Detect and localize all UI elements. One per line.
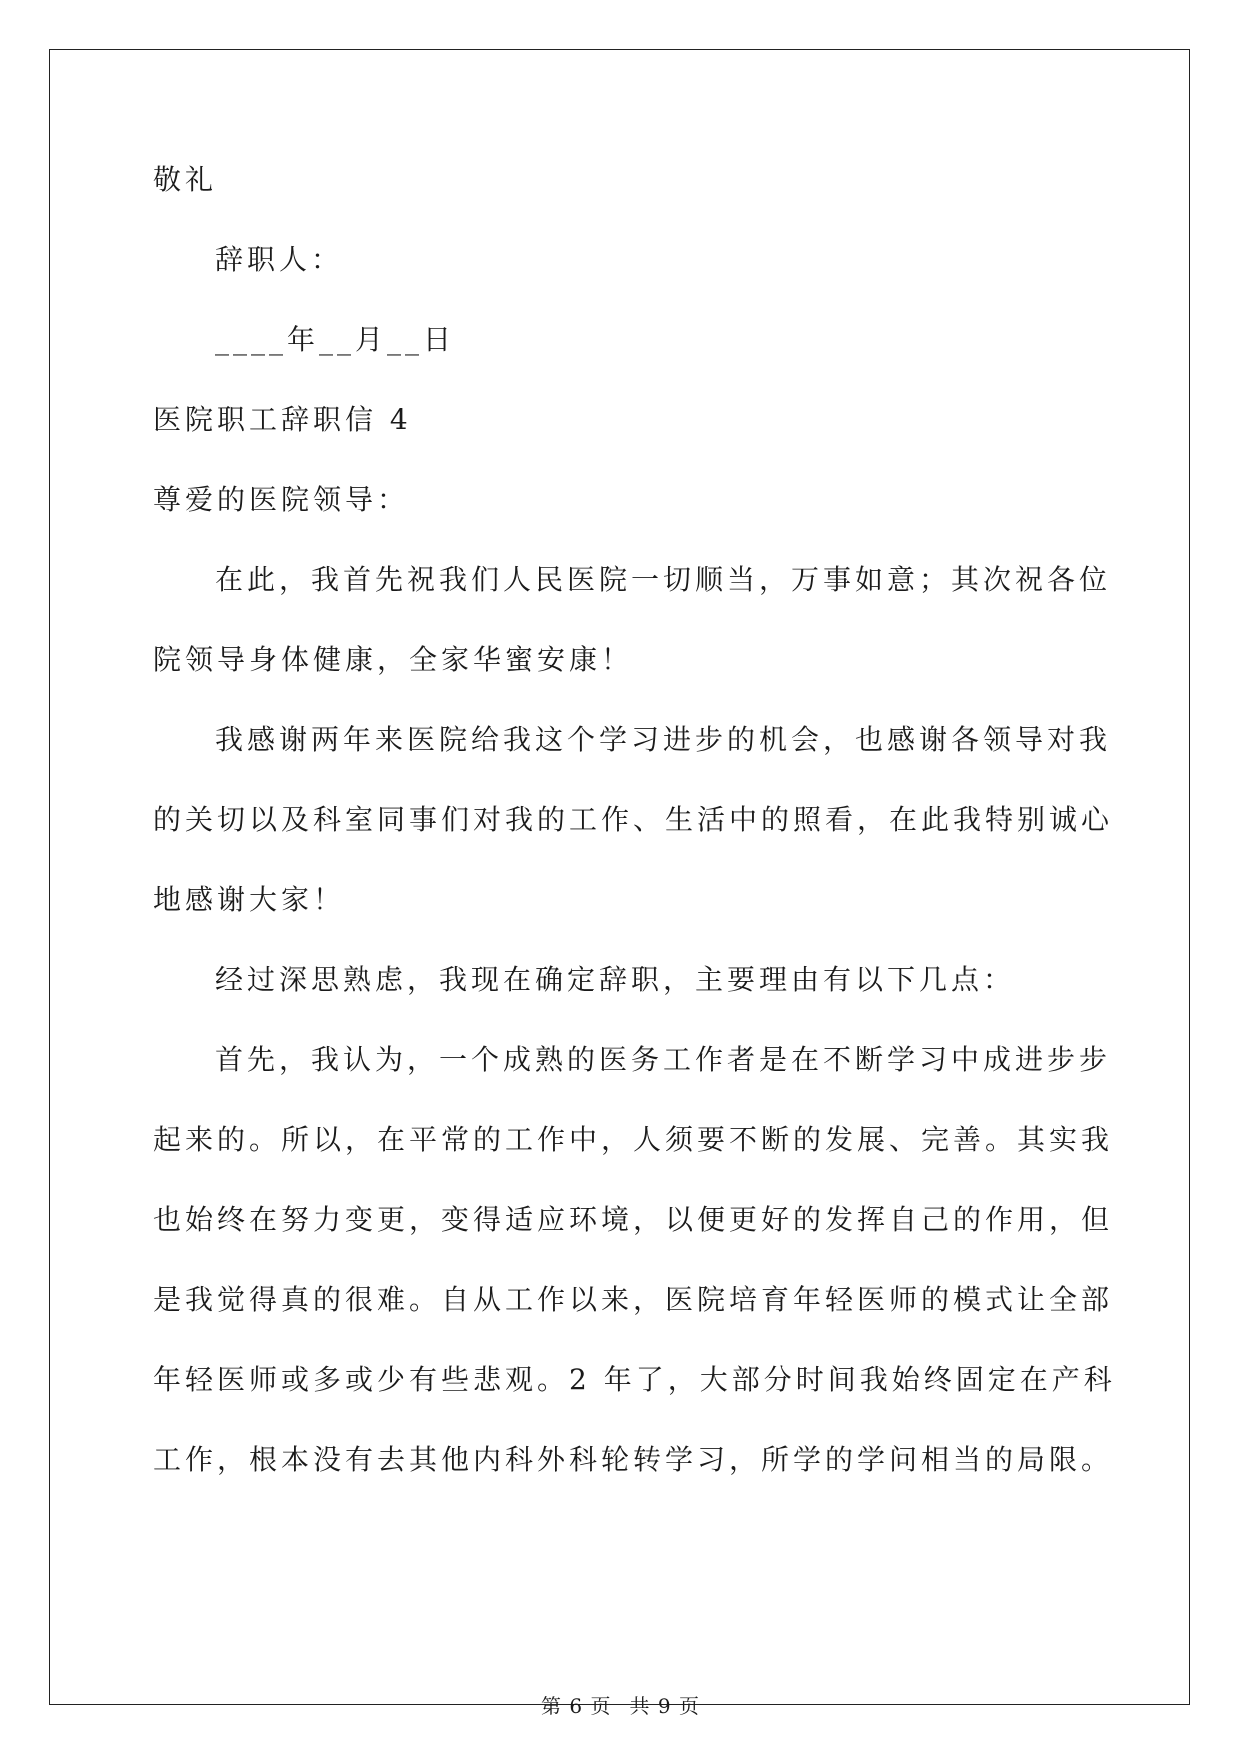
section-title: 医院职工辞职信 4 (153, 403, 412, 436)
text-line: 敬礼 (153, 163, 218, 196)
text-line: 院领导身体健康，全家华蜜安康！ (153, 643, 634, 676)
text-line: 我感谢两年来医院给我这个学习进步的机会，也感谢各领导对我 (215, 723, 1112, 756)
text-line: 年轻医师或多或少有些悲观。2 年了，大部分时间我始终固定在产科 (153, 1363, 1116, 1396)
text-line: 工作，根本没有去其他内科外科轮转学习，所学的学问相当的局限。 (153, 1443, 1114, 1476)
salutation: 尊爱的医院领导： (153, 483, 410, 516)
text-line: 在此，我首先祝我们人民医院一切顺当，万事如意；其次祝各位 (215, 563, 1112, 596)
text-line: ____年__月__日 (215, 323, 456, 356)
page-total: 共 9 页 (629, 1694, 700, 1718)
text-line: 也始终在努力变更，变得适应环境，以便更好的发挥自己的作用，但 (153, 1203, 1114, 1236)
document-body (153, 160, 1116, 1520)
text-line: 辞职人： (215, 243, 344, 276)
text-line: 是我觉得真的很难。自从工作以来，医院培育年轻医师的模式让全部 (153, 1283, 1114, 1316)
text-line: 起来的。所以，在平常的工作中，人须要不断的发展、完善。其实我 (153, 1123, 1114, 1156)
text-line: 地感谢大家！ (153, 883, 346, 916)
page-number: 第 6 页 (541, 1694, 612, 1718)
page-footer (0, 1690, 1241, 1719)
text-line: 经过深思熟虑，我现在确定辞职，主要理由有以下几点： (215, 963, 1016, 996)
text-line: 的关切以及科室同事们对我的工作、生活中的照看，在此我特别诚心 (153, 803, 1114, 836)
text-line: 首先，我认为，一个成熟的医务工作者是在不断学习中成进步步 (215, 1043, 1112, 1076)
